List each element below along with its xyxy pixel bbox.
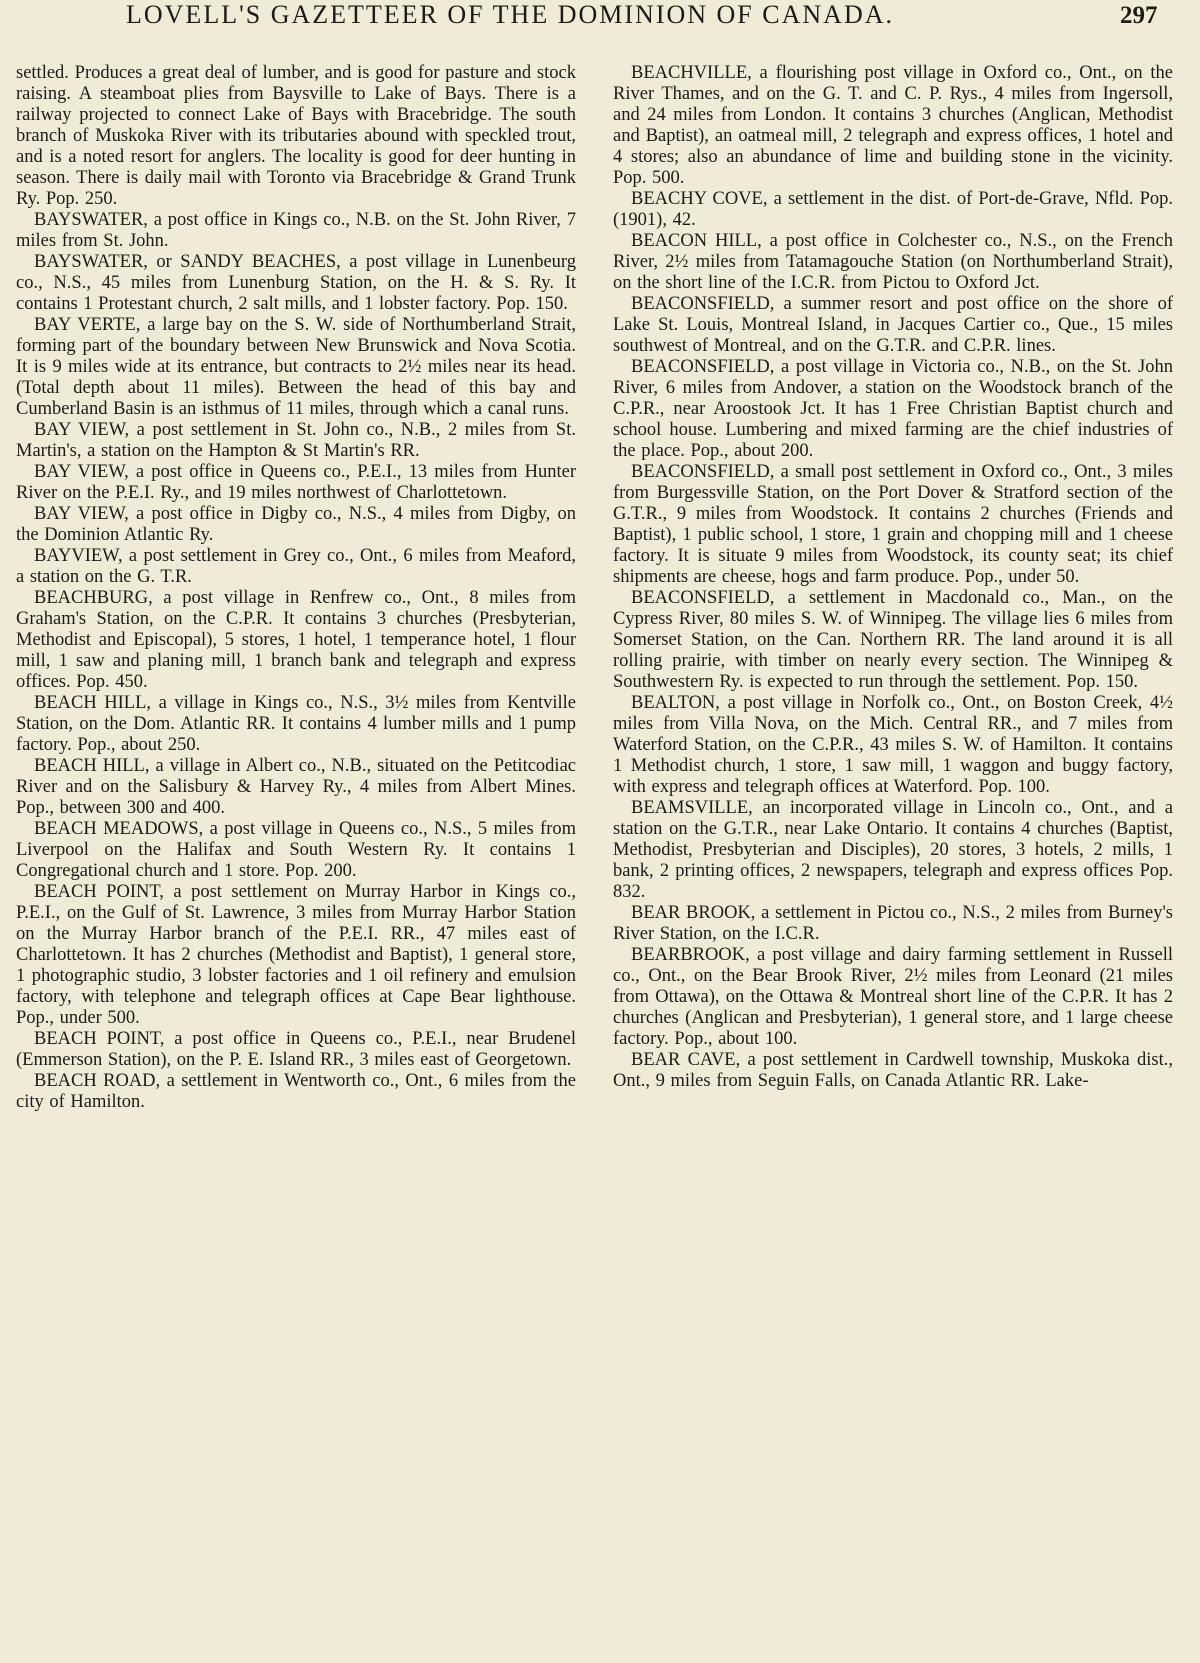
gazetteer-entry: BEACH HILL, a village in Albert co., N.B., situated on the Petitcodiac River and on the Salisbury & Harvey Ry., 4 miles from Albert Mines. Pop., between 300 and 400. (16, 756, 576, 818)
gazetteer-entry: BEAR CAVE, a post settlement in Cardwell township, Muskoka dist., Ont., 9 miles from Seguin Falls, on Canada Atlantic RR. Lake- (613, 1050, 1173, 1091)
gazetteer-entry: BEACONSFIELD, a settlement in Macdonald co., Man., on the Cypress River, 80 miles S. W. of Winnipeg. The village lies 6 miles from Somerset Station, on the Can. Northern RR. The land around it is all rolling prairie, with timber on nearly every section. The Winnipeg & Southwestern Ry. is expected to run through the settlement. Pop. 150. (613, 588, 1173, 692)
gazetteer-entry: BEAR BROOK, a settlement in Pictou co., N.S., 2 miles from Burney's River Station, on the I.C.R. (613, 903, 1173, 944)
gazetteer-entry: BAY VIEW, a post office in Queens co., P.E.I., 13 miles from Hunter River on the P.E.I. Ry., and 19 miles northwest of Charlottetown. (16, 462, 576, 503)
gazetteer-entry: BEACHY COVE, a settlement in the dist. of Port-de-Grave, Nfld. Pop. (1901), 42. (613, 189, 1173, 230)
gazetteer-entry: BEALTON, a post village in Norfolk co., Ont., on Boston Creek, 4½ miles from Villa Nova, on the Mich. Central RR., and 7 miles from Waterford Station, on the C.P.R., 43 miles S. W. of Hamilton. It contains 1 Methodist church, 1 store, 1 saw mill, 1 waggon and buggy factory, with express and telegraph offices at Waterford. Pop. 100. (613, 693, 1173, 797)
gazetteer-entry: BEACONSFIELD, a small post settlement in Oxford co., Ont., 3 miles from Burgessville Station, on the Port Dover & Stratford section of the G.T.R., 9 miles from Woodstock. It contains 2 churches (Friends and Baptist), 1 public school, 1 store, 1 grain and chopping mill and 1 cheese factory. It is situate 9 miles from Woodstock, its county seat; its chief shipments are cheese, hogs and farm produce. Pop., under 50. (613, 462, 1173, 587)
gazetteer-entry: BEACH MEADOWS, a post village in Queens co., N.S., 5 miles from Liverpool on the Halifax and South Western Ry. It contains 1 Congregational church and 1 store. Pop. 200. (16, 819, 576, 881)
gazetteer-entry: BEACON HILL, a post office in Colchester co., N.S., on the French River, 2½ miles from Tatamagouche Station (on Northumberland Strait), on the short line of the I.C.R. from Pictou to Oxford Jct. (613, 231, 1173, 293)
gazetteer-entry: BAY VIEW, a post office in Digby co., N.S., 4 miles from Digby, on the Dominion Atlantic Ry. (16, 504, 576, 545)
gazetteer-entry: BEACH POINT, a post office in Queens co., P.E.I., near Brudenel (Emmerson Station), on the P. E. Island RR., 3 miles east of Georgetown. (16, 1029, 576, 1070)
right-column (613, 63, 1173, 1092)
gazetteer-entry: BEACONSFIELD, a summer resort and post office on the shore of Lake St. Louis, Montreal Island, in Jacques Cartier co., Que., 15 miles southwest of Montreal, and on the G.T.R. and C.P.R. lines. (613, 294, 1173, 356)
gazetteer-entry: BEACH POINT, a post settlement on Murray Harbor in Kings co., P.E.I., on the Gulf of St. Lawrence, 3 miles from Murray Harbor Station on the Murray Harbor branch of the P.E.I. RR., 47 miles east of Charlottetown. It has 2 churches (Methodist and Baptist), 1 general store, 1 photographic studio, 3 lobster factories and 1 oil refinery and emulsion factory, with telephone and telegraph offices at Cape Bear lighthouse. Pop., under 500. (16, 882, 576, 1028)
gazetteer-entry: BEACHBURG, a post village in Renfrew co., Ont., 8 miles from Graham's Station, on the C.P.R. It contains 3 churches (Presbyterian, Methodist and Episcopal), 5 stores, 1 hotel, 1 temperance hotel, 1 flour mill, 1 saw and planing mill, 1 branch bank and telegraph and express offices. Pop. 450. (16, 588, 576, 692)
gazetteer-entry: BEACHVILLE, a flourishing post village in Oxford co., Ont., on the River Thames, and on the G. T. and C. P. Rys., 4 miles from Ingersoll, and 24 miles from London. It contains 3 churches (Anglican, Methodist and Baptist), an oatmeal mill, 2 telegraph and express offices, 1 hotel and 4 stores; also an abundance of lime and building stone in the vicinity. Pop. 500. (613, 63, 1173, 188)
gazetteer-entry: BEACONSFIELD, a post village in Victoria co., N.B., on the St. John River, 6 miles from Andover, a station on the Woodstock branch of the C.P.R., near Aroostook Jct. It has 1 Free Christian Baptist church and school house. Lumbering and mixed farming are the chief industries of the place. Pop., about 200. (613, 357, 1173, 461)
gazetteer-entry: BAYSWATER, or SANDY BEACHES, a post village in Lunenbeurg co., N.S., 45 miles from Lunenburg Station, on the H. & S. Ry. It contains 1 Protestant church, 2 salt mills, and 1 lobster factory. Pop. 150. (16, 252, 576, 314)
gazetteer-entry: BEACH HILL, a village in Kings co., N.S., 3½ miles from Kentville Station, on the Dom. Atlantic RR. It contains 4 lumber mills and 1 pump factory. Pop., about 250. (16, 693, 576, 755)
left-column (16, 63, 576, 1113)
gazetteer-entry: settled. Produces a great deal of lumber, and is good for pasture and stock raising. A steamboat plies from Baysville to Lake of Bays. There is a railway projected to connect Lake of Bays with Bracebridge. The south branch of Muskoka River with its tributaries abound with speckled trout, and is a noted resort for anglers. The locality is good for deer hunting in season. There is daily mail with Toronto via Bracebridge & Grand Trunk Ry. Pop. 250. (16, 63, 576, 209)
gazetteer-entry: BAYVIEW, a post settlement in Grey co., Ont., 6 miles from Meaford, a station on the G. T.R. (16, 546, 576, 587)
gazetteer-entry: BAY VERTE, a large bay on the S. W. side of Northumberland Strait, forming part of the boundary between New Brunswick and Nova Scotia. It is 9 miles wide at its entrance, but contracts to 2½ miles near its head. (Total depth about 11 miles). Between the head of this bay and Cumberland Basin is an isthmus of 11 miles, through which a canal runs. (16, 315, 576, 419)
gazetteer-entry: BEARBROOK, a post village and dairy farming settlement in Russell co., Ont., on the Bear Brook River, 2½ miles from Leonard (21 miles from Ottawa), on the Ottawa & Montreal short line of the C.P.R. It has 2 churches (Anglican and Presbyterian), 1 general store, and 1 large cheese factory. Pop., about 100. (613, 945, 1173, 1049)
gazetteer-entry: BAY VIEW, a post settlement in St. John co., N.B., 2 miles from St. Martin's, a station on the Hampton & St Martin's RR. (16, 420, 576, 461)
gazetteer-entry: BEACH ROAD, a settlement in Wentworth co., Ont., 6 miles from the city of Hamilton. (16, 1071, 576, 1112)
page-number: 297 (1120, 2, 1158, 29)
page-header (0, 0, 1200, 44)
gazetteer-entry: BAYSWATER, a post office in Kings co., N.B. on the St. John River, 7 miles from St. John. (16, 210, 576, 251)
running-title: LOVELL'S GAZETTEER OF THE DOMINION OF CANADA. (126, 0, 894, 29)
gazetteer-entry: BEAMSVILLE, an incorporated village in Lincoln co., Ont., and a station on the G.T.R., near Lake Ontario. It contains 4 churches (Baptist, Methodist, Presbyterian and Disciples), 20 stores, 3 hotels, 2 mills, 1 bank, 2 printing offices, 2 newspapers, telegraph and express offices Pop. 832. (613, 798, 1173, 902)
